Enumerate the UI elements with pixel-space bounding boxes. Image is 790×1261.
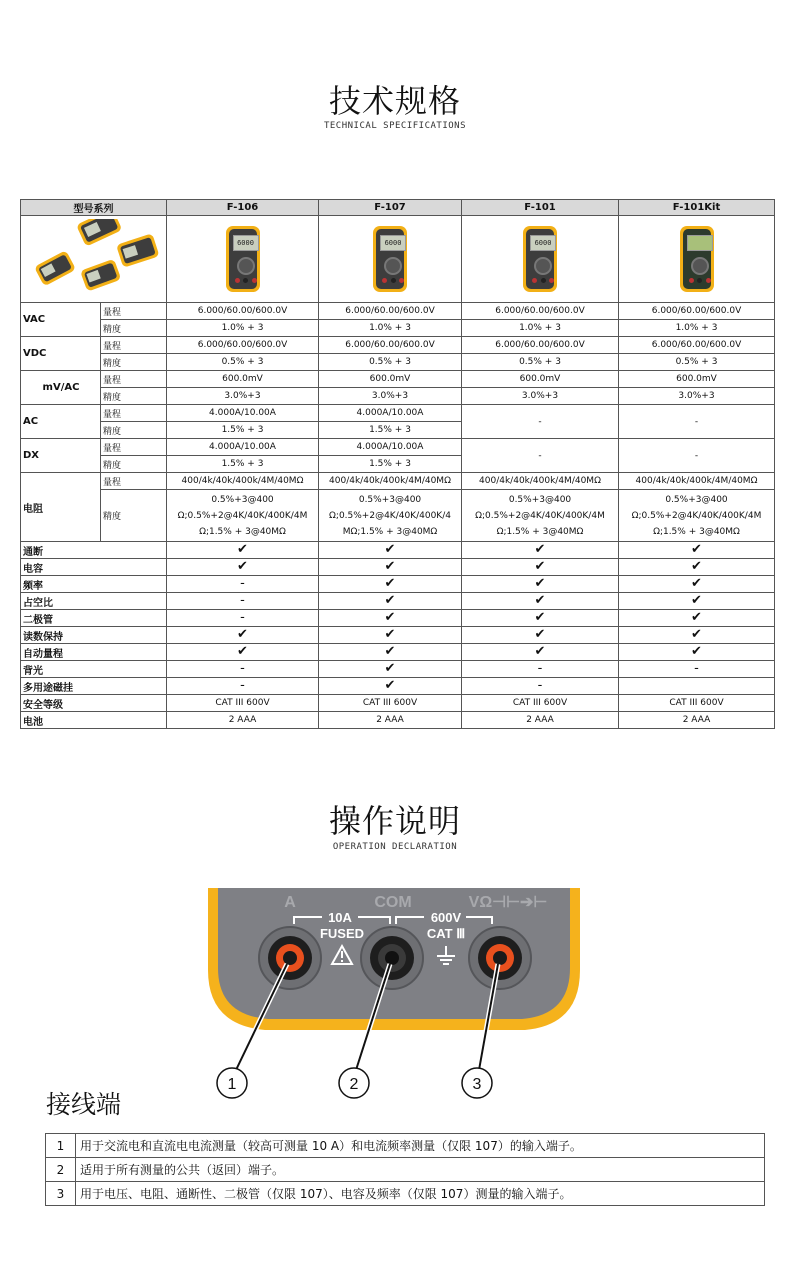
model-header: F-107 xyxy=(319,200,462,216)
table-cell: 6.000/60.00/600.0V xyxy=(319,337,462,354)
table-cell: 1.0% + 3 xyxy=(619,320,775,337)
table-row xyxy=(46,1134,765,1158)
feature-row: 二极管 - ✔ ✔ ✔ xyxy=(21,610,775,627)
table-cell: 1.5% + 3 xyxy=(319,422,462,439)
voltage-rating-label: 600V xyxy=(430,910,462,925)
table-cell: 400/4k/40k/400k/4M/40MΩ xyxy=(167,473,319,490)
feature-row: 电池 2 AAA 2 AAA 2 AAA 2 AAA xyxy=(21,712,775,729)
table-cell: 4.000A/10.00A xyxy=(167,439,319,456)
com-terminal-label: COM xyxy=(374,894,412,911)
ac-range-row xyxy=(21,405,775,422)
fuse-rating-label: 10A xyxy=(328,910,352,925)
feature-row: 多用途磁挂 - ✔ - xyxy=(21,678,775,695)
product-image-f101kit xyxy=(619,216,775,303)
table-cell: 1.0% + 3 xyxy=(319,320,462,337)
table-row xyxy=(46,1182,765,1206)
table-cell: 0.5% + 3 xyxy=(167,354,319,371)
callout-3 xyxy=(462,1068,492,1098)
resistance-accuracy-line: MΩ;1.5% + 3@40MΩ xyxy=(342,526,438,537)
product-image-f107 xyxy=(319,216,462,303)
terminal-number: 2 xyxy=(46,1158,76,1182)
table-cell: 6.000/60.00/600.0V xyxy=(619,337,775,354)
product-image-row xyxy=(21,216,775,303)
feature-row: 频率 - ✔ ✔ ✔ xyxy=(21,576,775,593)
callout-2 xyxy=(339,1068,369,1098)
ac-label: AC xyxy=(21,405,101,439)
model-header: F-101Kit xyxy=(619,200,775,216)
accuracy-label: 精度 xyxy=(101,320,167,337)
table-cell: 400/4k/40k/400k/4M/40MΩ xyxy=(462,473,619,490)
terminal-number: 1 xyxy=(46,1134,76,1158)
resistance-accuracy-line: 0.5%+3@400 xyxy=(358,494,422,505)
table-cell: 0.5% + 3 xyxy=(462,354,619,371)
a-terminal-label: A xyxy=(284,894,296,911)
feature-row: 自动量程 ✔ ✔ ✔ ✔ xyxy=(21,644,775,661)
resistance-accuracy-line: 0.5%+3@400 xyxy=(508,494,572,505)
multimeter-image: 6000 xyxy=(373,226,407,292)
dx-range-row xyxy=(21,439,775,456)
vac-label: VAC xyxy=(21,303,101,337)
terminals-table xyxy=(45,1133,765,1206)
table-cell: 400/4k/40k/400k/4M/40MΩ xyxy=(619,473,775,490)
operation-section-title: 操作说明 xyxy=(328,802,461,840)
table-cell: - xyxy=(619,439,775,473)
range-label: 量程 xyxy=(101,405,167,422)
mvac-range-row xyxy=(21,371,775,388)
vac-accuracy-row xyxy=(21,320,775,337)
range-label: 量程 xyxy=(101,473,167,490)
resistance-accuracy-line: Ω;0.5%+2@4K/40K/400K/4 xyxy=(329,510,451,521)
vac-range-row xyxy=(21,303,775,320)
feature-row: 占空比 - ✔ ✔ ✔ xyxy=(21,593,775,610)
range-label: 量程 xyxy=(101,439,167,456)
feature-row: 背光 - ✔ - - xyxy=(21,661,775,678)
accuracy-label: 精度 xyxy=(101,388,167,405)
terminal-description: 用于电压、电阻、通断性、二极管（仅限 107）、电容及频率（仅限 107）测量的输入端子。 xyxy=(76,1182,765,1206)
product-image-f106 xyxy=(167,216,319,303)
dx-label: DX xyxy=(21,439,101,473)
table-cell: 600.0mV xyxy=(619,371,775,388)
a-input-jack xyxy=(259,927,321,989)
table-cell: 1.5% + 3 xyxy=(167,422,319,439)
table-cell xyxy=(462,490,619,542)
resistance-accuracy-row xyxy=(21,490,775,542)
resistance-accuracy-line: 0.5%+3@400 xyxy=(665,494,728,505)
spec-table xyxy=(20,199,775,729)
resistance-accuracy-line: Ω;0.5%+2@4K/40K/400K/4M xyxy=(475,510,605,521)
spec-header-row xyxy=(21,200,775,216)
table-cell: 1.5% + 3 xyxy=(167,456,319,473)
multimeter-image xyxy=(680,226,714,292)
accuracy-label: 精度 xyxy=(101,354,167,371)
table-cell: 4.000A/10.00A xyxy=(167,405,319,422)
table-cell xyxy=(319,490,462,542)
table-cell: 3.0%+3 xyxy=(619,388,775,405)
product-group-image xyxy=(21,216,167,303)
table-cell: 0.5% + 3 xyxy=(619,354,775,371)
resistance-accuracy-line: Ω;0.5%+2@4K/40K/400K/4M xyxy=(177,510,308,521)
vdc-label: VDC xyxy=(21,337,101,371)
table-cell: 3.0%+3 xyxy=(462,388,619,405)
resistance-accuracy-line: Ω;1.5% + 3@40MΩ xyxy=(653,526,740,537)
terminal-description: 用于交流电和直流电电流测量（较高可测量 10 A）和电流频率测量（仅限 107）的输入端子。 xyxy=(76,1134,765,1158)
product-image-f101 xyxy=(462,216,619,303)
vdc-accuracy-row xyxy=(21,354,775,371)
table-cell: 4.000A/10.00A xyxy=(319,405,462,422)
range-label: 量程 xyxy=(101,371,167,388)
table-cell: 3.0%+3 xyxy=(167,388,319,405)
v-ohm-input-jack xyxy=(469,927,531,989)
accuracy-label: 精度 xyxy=(101,490,167,542)
table-cell: 6.000/60.00/600.0V xyxy=(167,303,319,320)
feature-row: 通断 ✔ ✔ ✔ ✔ xyxy=(21,542,775,559)
table-cell: 600.0mV xyxy=(319,371,462,388)
table-cell xyxy=(619,490,775,542)
resistance-label: 电阻 xyxy=(21,473,101,542)
table-cell: 6.000/60.00/600.0V xyxy=(319,303,462,320)
table-cell xyxy=(167,490,319,542)
resistance-accuracy-line: Ω;0.5%+2@4K/40K/400K/4M xyxy=(631,510,762,521)
resistance-accuracy-line: Ω;1.5% + 3@40MΩ xyxy=(199,526,286,537)
multimeter-group-image xyxy=(24,219,164,299)
svg-text:1: 1 xyxy=(227,1076,237,1093)
accuracy-label: 精度 xyxy=(101,422,167,439)
terminal-diagram xyxy=(0,880,790,1100)
resistance-accuracy-line: Ω;1.5% + 3@40MΩ xyxy=(496,526,584,537)
table-cell: 6.000/60.00/600.0V xyxy=(462,337,619,354)
mvac-label: mV/AC xyxy=(21,371,101,405)
model-header: F-101 xyxy=(462,200,619,216)
terminal-number: 3 xyxy=(46,1182,76,1206)
table-cell: 600.0mV xyxy=(167,371,319,388)
table-cell: - xyxy=(619,405,775,439)
spec-section-title: 技术规格 xyxy=(328,82,461,120)
table-cell: 400/4k/40k/400k/4M/40MΩ xyxy=(319,473,462,490)
spec-section-subtitle: TECHNICAL SPECIFICATIONS xyxy=(323,121,467,131)
table-cell: - xyxy=(462,405,619,439)
com-input-jack xyxy=(361,927,423,989)
operation-section-subtitle: OPERATION DECLARATION xyxy=(332,842,458,852)
table-cell: 0.5% + 3 xyxy=(319,354,462,371)
vdc-range-row xyxy=(21,337,775,354)
resistance-accuracy-line: 0.5%+3@400 xyxy=(211,494,274,505)
feature-row: 电容 ✔ ✔ ✔ ✔ xyxy=(21,559,775,576)
feature-row: 读数保持 ✔ ✔ ✔ ✔ xyxy=(21,627,775,644)
terminal-description: 适用于所有测量的公共（返回）端子。 xyxy=(76,1158,765,1182)
series-header: 型号系列 xyxy=(21,200,167,216)
terminals-heading: 接线端 xyxy=(46,1090,122,1119)
range-label: 量程 xyxy=(101,337,167,354)
callout-1 xyxy=(217,1068,247,1098)
accuracy-label: 精度 xyxy=(101,456,167,473)
table-cell: 4.000A/10.00A xyxy=(319,439,462,456)
feature-row: 安全等级 CAT III 600V CAT III 600V CAT III 600V CAT III 600V xyxy=(21,695,775,712)
table-cell: 1.0% + 3 xyxy=(167,320,319,337)
table-cell: 6.000/60.00/600.0V xyxy=(619,303,775,320)
svg-text:2: 2 xyxy=(349,1076,359,1093)
table-cell: 6.000/60.00/600.0V xyxy=(462,303,619,320)
svg-text:3: 3 xyxy=(472,1076,482,1093)
multimeter-image: 6000 xyxy=(226,226,260,292)
table-row xyxy=(46,1158,765,1182)
table-cell: 1.0% + 3 xyxy=(462,320,619,337)
table-cell: 3.0%+3 xyxy=(319,388,462,405)
cat-rating-label: CAT Ⅲ xyxy=(426,926,466,941)
model-header: F-106 xyxy=(167,200,319,216)
mvac-accuracy-row xyxy=(21,388,775,405)
fused-label: FUSED xyxy=(319,926,365,941)
table-cell: - xyxy=(462,439,619,473)
multimeter-image: 6000 xyxy=(523,226,557,292)
v-ohm-terminal-label: VΩ⊣⊢➔⊢ xyxy=(468,894,548,911)
table-cell: 6.000/60.00/600.0V xyxy=(167,337,319,354)
range-label: 量程 xyxy=(101,303,167,320)
table-cell: 600.0mV xyxy=(462,371,619,388)
table-cell: 1.5% + 3 xyxy=(319,456,462,473)
resistance-range-row xyxy=(21,473,775,490)
